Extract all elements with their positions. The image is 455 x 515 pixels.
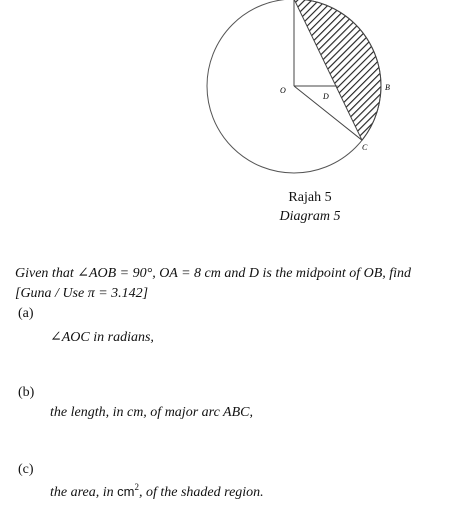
part-c-unit: cm xyxy=(117,484,135,499)
part-c-label: (c) xyxy=(18,462,34,477)
part-c-text-after: , of the shaded region. xyxy=(138,485,264,500)
part-b-label: (b) xyxy=(18,385,35,400)
caption-malay: Rajah 5 xyxy=(288,190,332,205)
shaded-region xyxy=(294,0,381,140)
part-c-unit-power: 2 xyxy=(134,482,139,492)
part-c-text-before: the area, in xyxy=(50,485,118,500)
label-B: B xyxy=(385,83,390,92)
part-a-label: (a) xyxy=(18,306,34,321)
question-hint: [Guna / Use π = 3.142] xyxy=(15,286,149,301)
circle-sector-diagram xyxy=(0,0,455,180)
label-D: D xyxy=(323,92,329,101)
caption-english: Diagram 5 xyxy=(279,209,341,224)
part-b-text: the length, in cm, of major arc ABC, xyxy=(50,405,253,420)
part-c-text xyxy=(50,482,264,501)
question-intro: Given that ∠AOB = 90°, OA = 8 cm and D is the midpoint of OB, find xyxy=(15,266,412,281)
label-C: C xyxy=(362,143,368,152)
part-a-text: ∠AOC in radians, xyxy=(50,330,154,345)
label-O: O xyxy=(280,86,286,95)
